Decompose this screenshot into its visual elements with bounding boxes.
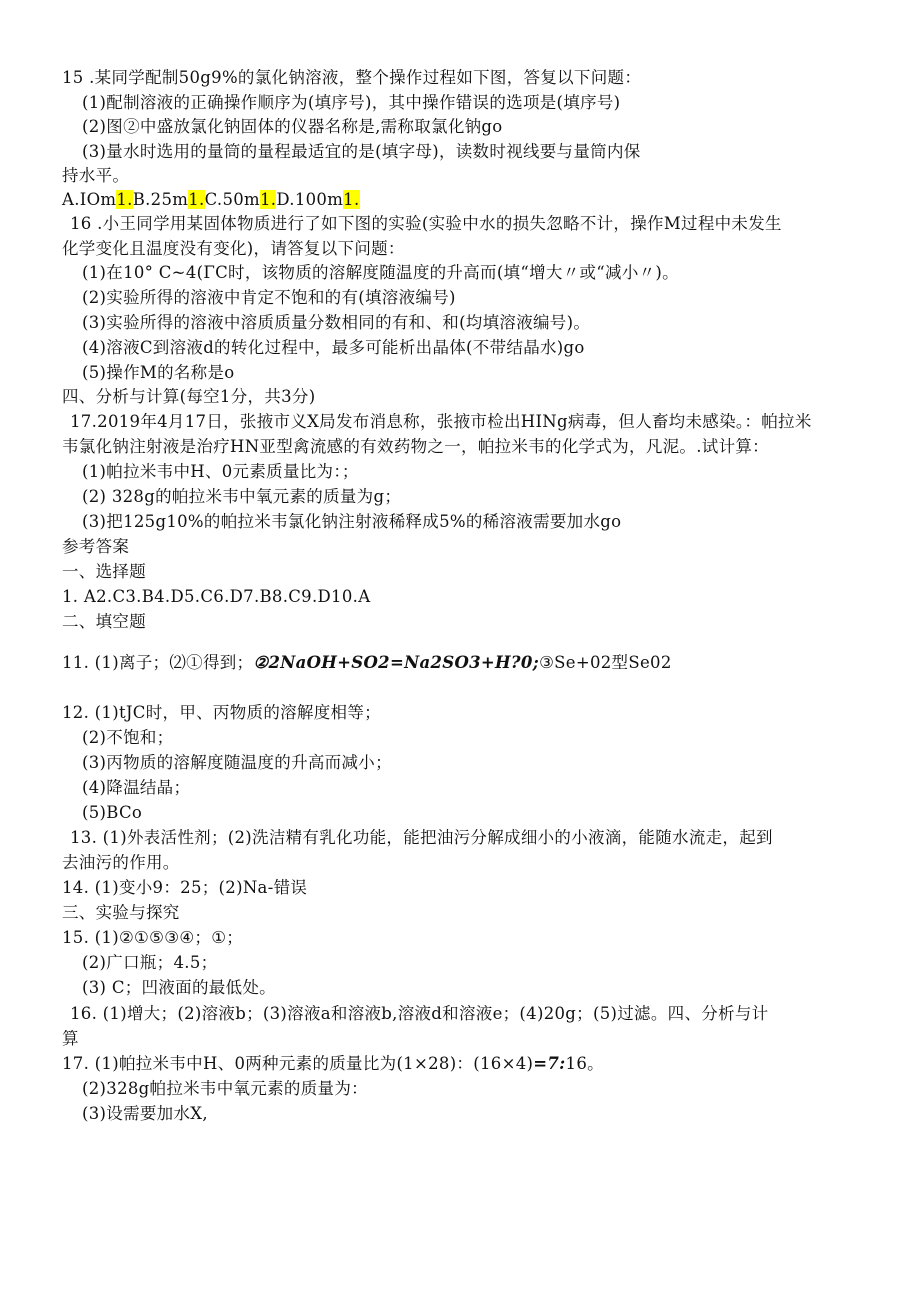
highlight-mark: 1. xyxy=(343,190,360,209)
q15-options xyxy=(62,189,360,211)
q17-part1: (1)帕拉米韦中H、0元素质量比为：； xyxy=(82,462,359,481)
option-d: D.100m xyxy=(276,190,344,209)
answer-11-part1: 11. (1)离子；⑵①得到； xyxy=(62,653,254,672)
option-a: A.IOm xyxy=(62,190,117,209)
answer-16: 16. (1)增大；(2)溶液b；(3)溶液a和溶液b,溶液d和溶液e；(4)20g；(5)过滤。四、分析与计 xyxy=(70,1004,769,1023)
highlight-mark: 1. xyxy=(116,190,133,209)
q17-part3: (3)把125g10%的帕拉米韦氯化钠注射液稀释成5%的稀溶液需要加水go xyxy=(82,512,622,531)
answer-14: 14. (1)变小9：25；(2)Na-错误 xyxy=(62,878,308,897)
answer-12-part4: (4)降温结晶； xyxy=(82,778,191,797)
answer-17-text: 17. (1)帕拉米韦中H、0两种元素的质量比为(1×28)：(16×4) xyxy=(62,1054,534,1073)
q17-intro: 17.2019年4月17日，张掖市义X局发布消息称，张掖市检出HINg病毒，但人畜均未感染。：帕拉米 xyxy=(70,412,812,431)
section-one-heading: 一、选择题 xyxy=(62,562,146,581)
q15-intro: 15 .某同学配制50g9%的氯化钠溶液，整个操作过程如下图，答复以下问题： xyxy=(62,68,642,87)
option-c: C.50m xyxy=(204,190,260,209)
answer-17-end: 16。 xyxy=(565,1054,604,1073)
choice-answers: 1. A2.C3.B4.D5.C6.D7.B8.C9.D10.A xyxy=(62,587,371,606)
section-three-heading: 三、实验与探究 xyxy=(62,903,180,922)
q16-part2: (2)实验所得的溶液中肯定不饱和的有(填溶液编号) xyxy=(82,288,456,307)
highlight-mark: 1. xyxy=(188,190,205,209)
answer-13-cont: 去油污的作用。 xyxy=(62,853,180,872)
q16-intro-cont: 化学变化且温度没有变化)，请答复以下问题： xyxy=(62,239,405,258)
answer-17-part1 xyxy=(62,1053,604,1075)
answers-heading: 参考答案 xyxy=(62,537,130,556)
answer-11-equation: ②2NaOH+SO2=Na2SO3+H?0; xyxy=(253,653,540,672)
q16-intro: 16 .小王同学用某固体物质进行了如下图的实验(实验中水的损失忽略不计，操作M过程中未发生 xyxy=(70,214,782,233)
answer-17-part2: (2)328g帕拉米韦中氧元素的质量为： xyxy=(82,1079,368,1098)
q16-part5: (5)操作M的名称是o xyxy=(82,363,235,382)
answer-12-part2: (2)不饱和； xyxy=(82,728,174,747)
answer-15-part3: (3) C；凹液面的最低处。 xyxy=(82,978,276,997)
q16-part3: (3)实验所得的溶液中溶质质量分数相同的有和、和(均填溶液编号)。 xyxy=(82,313,591,332)
answer-12-part3: (3)丙物质的溶解度随温度的升高而减小； xyxy=(82,753,392,772)
answer-16-cont: 算 xyxy=(62,1029,79,1048)
answer-17-ratio: =7: xyxy=(533,1054,566,1073)
section-two-heading: 二、填空题 xyxy=(62,612,146,631)
q17-part2: (2) 328g的帕拉米韦中氧元素的质量为g； xyxy=(82,487,402,506)
q15-part3-cont: 持水平。 xyxy=(62,166,130,185)
q16-part4: (4)溶液C到溶液d的转化过程中，最多可能析出晶体(不带结晶水)go xyxy=(82,338,585,357)
answer-11 xyxy=(62,652,672,674)
section-four-heading: 四、分析与计算(每空1分，共3分) xyxy=(62,387,316,406)
answer-15-part1: 15. (1)②①⑤③④；①； xyxy=(62,928,244,947)
highlight-mark: 1. xyxy=(260,190,277,209)
answer-11-part3: ③Se+02型Se02 xyxy=(539,653,672,672)
q17-intro-cont: 韦氯化钠注射液是治疗HN亚型禽流感的有效药物之一，帕拉米韦的化学式为，凡泥。.试计算： xyxy=(62,437,769,456)
answer-17-part3: (3)设需要加水X, xyxy=(82,1104,208,1123)
q15-part1: (1)配制溶液的正确操作顺序为(填序号)，其中操作错误的选项是(填序号) xyxy=(82,93,621,112)
q15-part2: (2)图②中盛放氯化钠固体的仪器名称是,需称取氯化钠go xyxy=(82,117,503,136)
answer-12-part1: 12. (1)tJC时，甲、丙物质的溶解度相等； xyxy=(62,703,381,722)
answer-12-part5: (5)BCo xyxy=(82,803,143,822)
answer-15-part2: (2)广口瓶；4.5； xyxy=(82,953,218,972)
q15-part3: (3)量水时选用的量筒的量程最适宜的是(填字母)，读数时视线要与量筒内保 xyxy=(82,142,641,161)
q16-part1: (1)在10° C~4(ΓC时，该物质的溶解度随温度的升高而(填“增大〃或“减小〃)。 xyxy=(82,263,679,282)
option-b: B.25m xyxy=(132,190,189,209)
answer-13: 13. (1)外表活性剂；(2)洗洁精有乳化功能，能把油污分解成细小的小液滴，能随水流走，起到 xyxy=(70,828,773,847)
